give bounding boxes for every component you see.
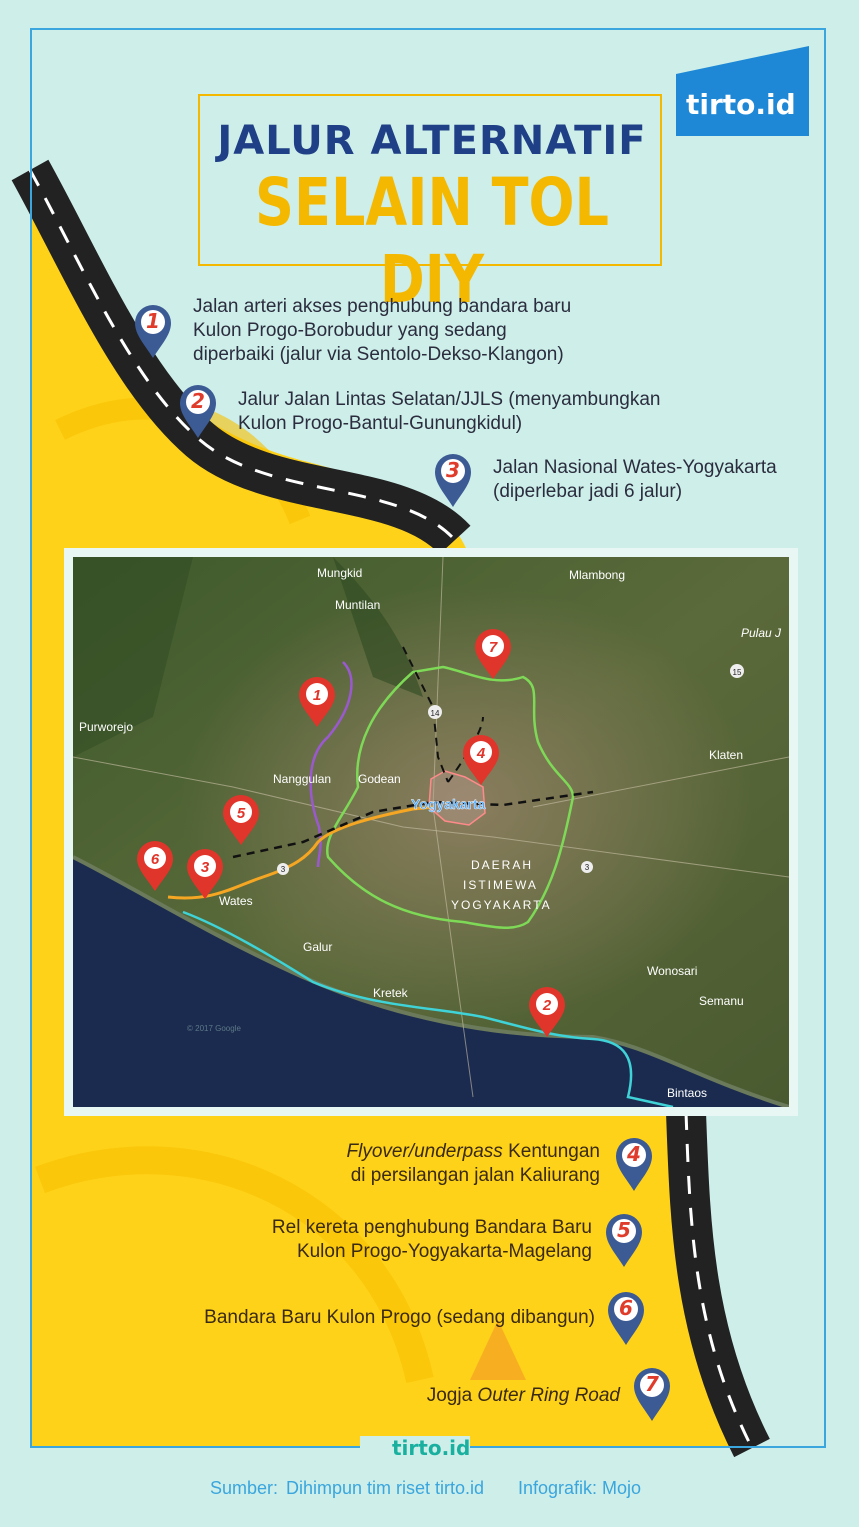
map-label-kretek: Kretek (373, 986, 408, 1000)
item-4-text: Flyover/underpass Kentungan di persilangan jalan Kaliurang (346, 1141, 600, 1186)
svg-text:14: 14 (430, 709, 440, 718)
item-1-text: Jalan arteri akses penghubung bandara baru Kulon Progo-Borobudur yang sedang diperbaiki (jalur via Sentolo-Dekso-Klangon) (193, 296, 572, 365)
pin-icon-2: 2 (178, 383, 218, 439)
source-text: Dihimpun tim riset tirto.id (286, 1478, 485, 1498)
svg-text:3: 3 (200, 859, 210, 876)
map-label-diy-2: ISTIMEWA (463, 878, 538, 892)
logo-text: tirto.id (686, 88, 796, 121)
map-label-klaten: Klaten (709, 748, 744, 762)
svg-text:15: 15 (732, 668, 742, 677)
pin-icon-6: 6 (606, 1290, 646, 1346)
svg-text:2: 2 (542, 997, 552, 1014)
map-canvas (73, 557, 789, 1107)
title-line-1: JALUR ALTERNATIF (217, 118, 647, 164)
item-5-text: Rel kereta penghubung Bandara Baru Kulon Progo-Yogyakarta-Magelang (271, 1217, 592, 1262)
source-label: Sumber: (210, 1478, 279, 1498)
svg-text:3: 3 (584, 863, 590, 872)
svg-text:7: 7 (488, 639, 498, 656)
map-label-diy-3: YOGYAKARTA (451, 898, 552, 912)
title-box (198, 94, 662, 318)
map-label-mungkid: Mungkid (317, 566, 363, 580)
credit-text: Infografik: Mojo (518, 1478, 642, 1498)
pin-icon-5: 5 (604, 1212, 644, 1268)
svg-text:1: 1 (312, 687, 322, 704)
map-label-bintaos: Bintaos (667, 1086, 708, 1100)
pin-icon-1: 1 (133, 303, 173, 359)
map-label-yogyakarta: Yogyakarta (411, 796, 486, 812)
pin-icon-4: 4 (614, 1136, 654, 1192)
map-label-nanggulan: Nanggulan (273, 772, 332, 786)
map-label-muntilan: Muntilan (335, 598, 381, 612)
map-label-pulau: Pulau J (741, 626, 782, 640)
svg-text:4: 4 (476, 745, 486, 762)
map-copyright: © 2017 Google (187, 1024, 241, 1033)
map-label-purworejo: Purworejo (79, 720, 134, 734)
item-3-text: Jalan Nasional Wates-Yogyakarta (diperlebar jadi 6 jalur) (493, 457, 777, 502)
map-label-diy-1: DAERAH (471, 858, 534, 872)
item-6-text: Bandara Baru Kulon Progo (sedang dibangun) (204, 1307, 595, 1328)
pin-icon-7: 7 (632, 1366, 672, 1422)
title-line-2: SELAIN TOL DIY (254, 164, 610, 318)
satellite-map (64, 548, 798, 1116)
item-2-text: Jalur Jalan Lintas Selatan/JJLS (menyambungkan Kulon Progo-Bantul-Gunungkidul) (238, 389, 661, 434)
item-7-text: Jogja Outer Ring Road (426, 1385, 620, 1406)
map-label-wates: Wates (219, 894, 253, 908)
svg-text:5: 5 (236, 805, 246, 822)
map-label-semanu: Semanu (699, 994, 744, 1008)
svg-text:6: 6 (150, 851, 160, 868)
svg-text:3: 3 (280, 865, 286, 874)
pin-icon-3: 3 (433, 452, 473, 508)
map-label-galur: Galur (303, 940, 333, 954)
map-label-godean: Godean (358, 772, 401, 786)
footer-logo: tirto.id (392, 1436, 471, 1460)
map-label-wonosari: Wonosari (647, 964, 698, 978)
map-label-mlambong: Mlambong (569, 568, 626, 582)
